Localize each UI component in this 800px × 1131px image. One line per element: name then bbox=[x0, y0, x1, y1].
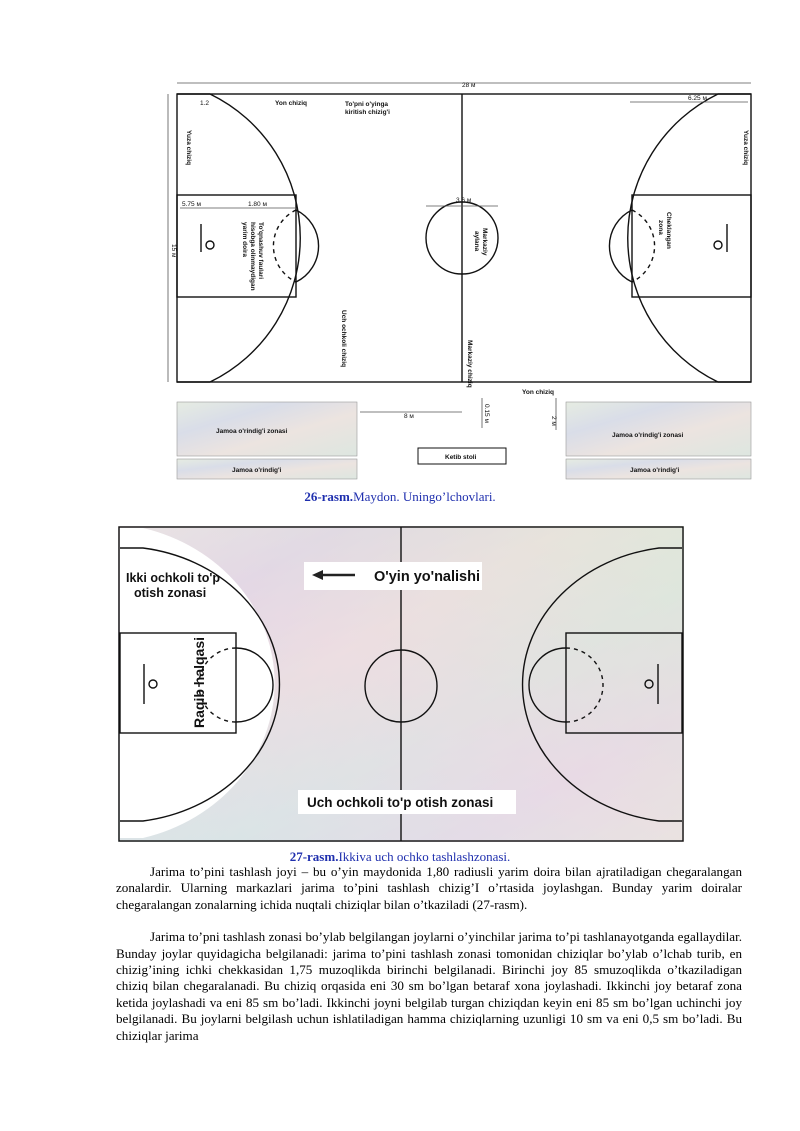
yuza-left-label: Yuza chiziq bbox=[185, 130, 192, 166]
total-length-label: 28 м bbox=[462, 82, 476, 89]
uch-ochkoli-label: Uch ochkoli chiziq bbox=[340, 310, 347, 368]
dim-36-label: 3.6 м bbox=[456, 197, 472, 204]
figure-27-court-zones bbox=[118, 526, 684, 842]
dim-8-label: 8 м bbox=[404, 413, 414, 420]
figure-27-caption-text: Ikkiva uch ochko tashlashzonasi. bbox=[338, 849, 511, 864]
ketib-stoli-label: Ketib stoli bbox=[445, 454, 477, 461]
paragraph-2: Jarima to’pni tashlash zonasi bo’ylab belgilangan joylarni o’yinchilar jarima to’pi tashlanayotganda egallaydilar. Bunday joylar quyidagicha belgilanadi: jarima to’pini tashlash zonasi tomonidan chiziqlar bo’ylab o’lchab turib, en chizig’ining ichki chekkasidan 1,75 muzoqlikda birinchi belgilanadi. Birinchi joy 85 smuzoqlikda o’tkaziladigan chiziq bilan chegaralanadi. Bu chiziq orqasida eni 30 sm bo’lgan betaraf xona joylashadi. Ikkinchi joy betaraf zona ketida joylashadi va eni 85 sm bo’ladi. Ikkinchi joyni belgilab turgan chiziqdan keyin eni 85 sm bo’lgan uchinchi joy belgilanadi. Bu joylarni belgilash uchun ishlatiladigan hamma chiziqlarning uzunligi 10 sm va eni 0,5 sm bo’ladi. Bu chiziqlar jarima bbox=[116, 929, 742, 1043]
markaziy-aylana-label-2: aylana bbox=[473, 231, 480, 252]
dim-2-label: 2 м bbox=[550, 416, 557, 426]
markaziy-chiziq-label: Markaziy chiziq bbox=[466, 340, 473, 388]
dim-015-label: 0.15 м bbox=[483, 404, 490, 423]
raqib-halqasi-label: Raqib halqasi bbox=[191, 636, 207, 728]
dim-180-label: 1.80 м bbox=[248, 201, 267, 208]
ikki-ochkoli-label-2: otish zonasi bbox=[134, 586, 207, 600]
toping-chizig-label-2: kiritish chizig'i bbox=[345, 109, 390, 116]
yuza-right-label: Yuza chiziq bbox=[742, 130, 749, 166]
toping-chizig-label: To'pni o'yinga bbox=[345, 101, 389, 108]
figure-26-caption-text: Maydon. Uningo’lchovlari. bbox=[353, 489, 496, 504]
figure-26-court-diagram bbox=[160, 78, 756, 486]
markaziy-aylana-label-1: Markaziy bbox=[481, 228, 488, 256]
jamoa-left: Jamoa o'rindig'i bbox=[232, 467, 282, 474]
yon-chiziq-top-label: Yon chiziq bbox=[275, 100, 308, 107]
figure-27-caption-number: 27-rasm. bbox=[289, 849, 339, 864]
jamoa-zonasi-right: Jamoa o'rindig'i zonasi bbox=[612, 432, 684, 439]
figure-26-caption bbox=[0, 489, 800, 505]
direction-label: O'yin yo'nalishi bbox=[374, 569, 481, 585]
dim-12-label: 1.2 bbox=[200, 100, 210, 107]
cheklangan-label-2: zona bbox=[657, 220, 664, 235]
dim-575-label: 5.75 м bbox=[182, 201, 201, 208]
toqnashuv-label-1: To'qnashuv faulari bbox=[257, 222, 264, 280]
cheklangan-label-1: Cheklangan bbox=[665, 212, 672, 249]
dim-625-label: 6.25 м bbox=[688, 95, 707, 102]
ikki-ochkoli-label-1: Ikki ochkoli to'p bbox=[126, 571, 220, 585]
yon-chiziq-bottom-label: Yon chiziq bbox=[522, 389, 555, 396]
figure-26-caption-number: 26-rasm. bbox=[304, 489, 354, 504]
toqnashuv-label-2: hisobga olinmaydigan bbox=[249, 222, 256, 291]
jamoa-zonasi-left: Jamoa o'rindig'i zonasi bbox=[216, 428, 288, 435]
paragraph-1: Jarima to’pini tashlash joyi – bu o’yin maydonida 1,80 radiusli yarim doira bilan ajratiladigan chegaralangan zonalardir. Ularning markazlari jarima to’pini tashlash chizig’I o’rtasida joylashgan. Bunday yarim doiralar chegaralangan zonalarning ichida nuqtali chiziqlar bilan o’tkaziladi (27-rasm). bbox=[116, 864, 742, 912]
width-side-label: 15 м bbox=[170, 244, 177, 258]
toqnashuv-label-3: yarim doira bbox=[241, 222, 248, 258]
body-text bbox=[116, 864, 742, 1044]
uch-ochkoli-zone-label: Uch ochkoli to'p otish zonasi bbox=[307, 795, 494, 810]
jamoa-right: Jamoa o'rindig'i bbox=[630, 467, 680, 474]
figure-27-caption bbox=[0, 849, 800, 865]
